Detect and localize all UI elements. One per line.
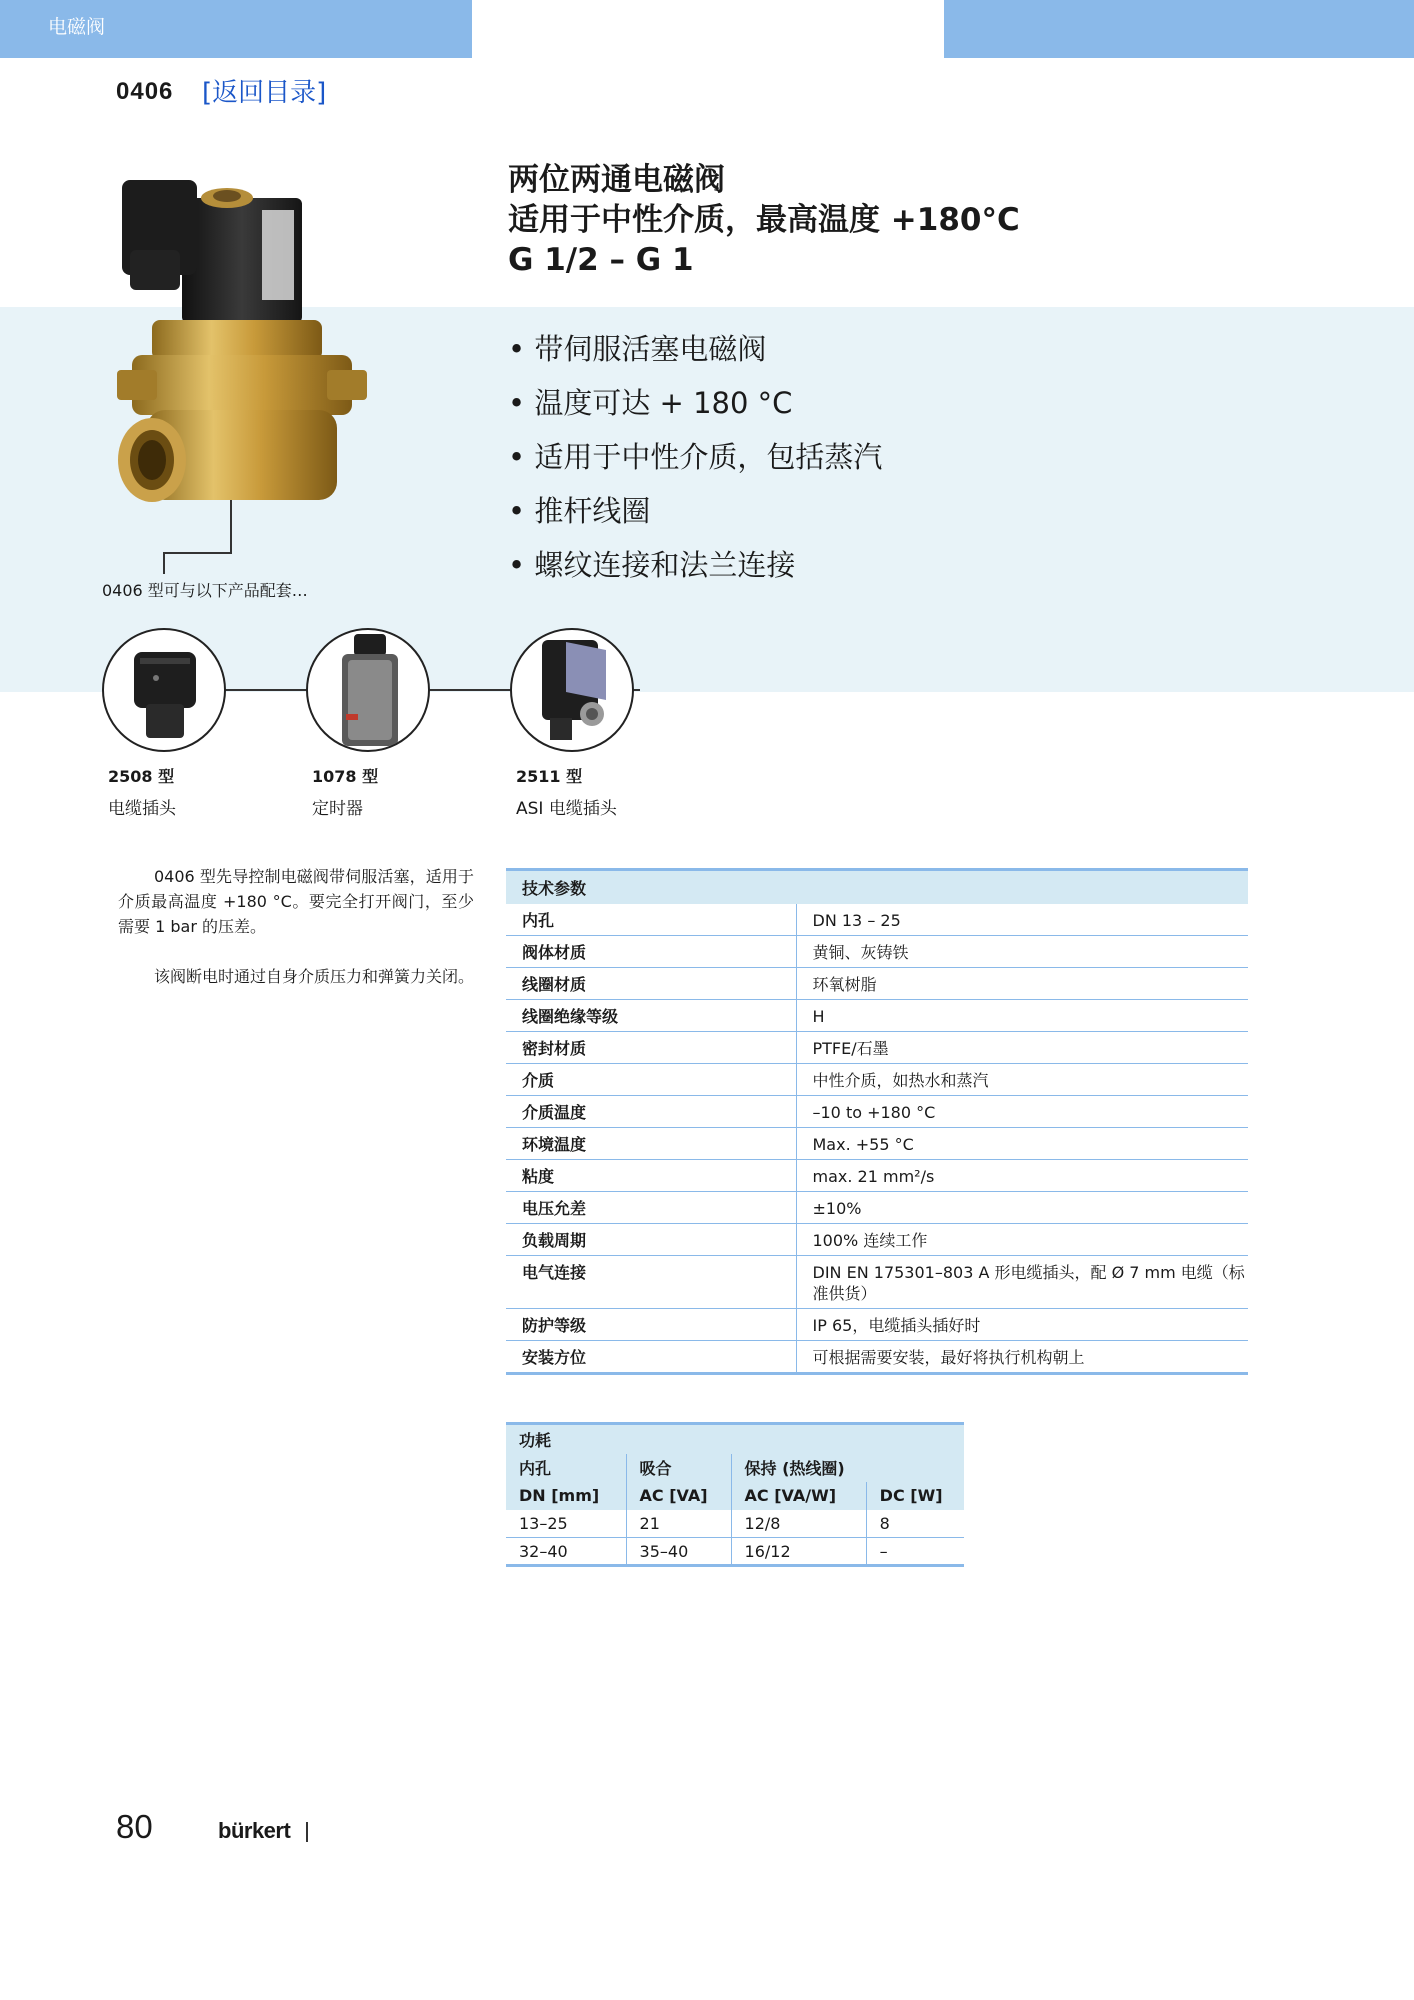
spec-value: DN 13 – 25 xyxy=(796,904,1248,936)
spec-key: 环境温度 xyxy=(506,1127,796,1159)
power-header: 吸合 xyxy=(626,1454,731,1482)
power-cell: – xyxy=(866,1538,964,1566)
spec-value: 中性介质，如热水和蒸汽 xyxy=(796,1063,1248,1095)
table-row xyxy=(506,904,1248,936)
feature-item: • 带伺服活塞电磁阀 xyxy=(508,322,882,376)
description-paragraph: 该阀断电时通过自身介质压力和弹簧力关闭。 xyxy=(154,967,475,986)
description-paragraph: 0406 型先导控制电磁阀带伺服活塞，适用于介质最高温度 +180 °C。要完全打开阀门，至少需要 1 bar 的压差。 xyxy=(118,867,474,936)
spec-key: 介质 xyxy=(506,1063,796,1095)
table-row xyxy=(506,1510,964,1538)
description xyxy=(118,864,474,1014)
spec-key: 电压允差 xyxy=(506,1191,796,1223)
spec-value: Max. +55 °C xyxy=(796,1127,1248,1159)
spec-key: 介质温度 xyxy=(506,1095,796,1127)
power-header: AC [VA/W] xyxy=(731,1482,866,1510)
accessory-model: 1078 型 xyxy=(312,767,379,786)
spec-key: 内孔 xyxy=(506,904,796,936)
spec-value: max. 21 mm²/s xyxy=(796,1159,1248,1191)
table-row xyxy=(506,935,1248,967)
table-row xyxy=(506,1095,1248,1127)
compat-caption: 0406 型可与以下产品配套… xyxy=(102,581,308,600)
spec-key: 粘度 xyxy=(506,1159,796,1191)
table-row xyxy=(506,1308,1248,1340)
section-label: 电磁阀 xyxy=(48,16,106,38)
accessory-model: 2511 型 xyxy=(516,767,583,786)
back-to-toc-link[interactable]: [返回目录] xyxy=(202,78,327,108)
spec-key: 阀体材质 xyxy=(506,935,796,967)
spec-value: 100% 连续工作 xyxy=(796,1223,1248,1255)
spec-value: 环氧树脂 xyxy=(796,967,1248,999)
feature-item: • 适用于中性介质，包括蒸汽 xyxy=(508,430,882,484)
table-row xyxy=(506,967,1248,999)
table-row xyxy=(506,1127,1248,1159)
spec-value: 黄铜、灰铸铁 xyxy=(796,935,1248,967)
valve-photo xyxy=(112,170,372,550)
power-cell: 13–25 xyxy=(506,1510,626,1538)
product-title xyxy=(508,160,1020,280)
spec-value: IP 65，电缆插头插好时 xyxy=(796,1308,1248,1340)
table-row xyxy=(506,1031,1248,1063)
feature-item: • 温度可达 + 180 °C xyxy=(508,376,882,430)
table-row xyxy=(506,1063,1248,1095)
accessory-name: ASI 电缆插头 xyxy=(516,799,617,819)
spec-value: ±10% xyxy=(796,1191,1248,1223)
accessory-2508-image xyxy=(102,628,226,752)
table-row xyxy=(506,1538,964,1566)
callout-line xyxy=(163,552,165,574)
table-row xyxy=(506,999,1248,1031)
spec-value: DIN EN 175301–803 A 形电缆插头，配 Ø 7 mm 电缆（标准供货） xyxy=(796,1255,1248,1308)
spec-key: 线圈绝缘等级 xyxy=(506,999,796,1031)
power-cell: 32–40 xyxy=(506,1538,626,1566)
accessory-name: 电缆插头 xyxy=(108,799,176,819)
power-cell: 21 xyxy=(626,1510,731,1538)
table-row xyxy=(506,1159,1248,1191)
spec-value: H xyxy=(796,999,1248,1031)
title-line: G 1/2 – G 1 xyxy=(508,242,694,278)
title-line: 两位两通电磁阀 xyxy=(508,162,725,198)
power-cell: 16/12 xyxy=(731,1538,866,1566)
table-row xyxy=(506,1191,1248,1223)
power-header: AC [VA] xyxy=(626,1482,731,1510)
power-header: 保持 (热线圈) xyxy=(731,1454,964,1482)
header-bar-right xyxy=(944,0,1414,58)
accessory-model: 2508 型 xyxy=(108,767,175,786)
power-header: 内孔 xyxy=(506,1454,626,1482)
callout-line xyxy=(163,552,232,554)
accessory-name: 定时器 xyxy=(312,799,363,819)
spec-key: 负载周期 xyxy=(506,1223,796,1255)
header-bar-left xyxy=(0,0,472,58)
callout-line xyxy=(230,500,232,552)
feature-item: • 螺纹连接和法兰连接 xyxy=(508,538,882,592)
spec-key: 密封材质 xyxy=(506,1031,796,1063)
power-table xyxy=(506,1422,964,1567)
feature-list xyxy=(508,322,882,592)
power-cell: 8 xyxy=(866,1510,964,1538)
power-table-title: 功耗 xyxy=(506,1424,964,1454)
spec-key: 防护等级 xyxy=(506,1308,796,1340)
spec-key: 电气连接 xyxy=(506,1255,796,1308)
table-row xyxy=(506,1223,1248,1255)
product-code: 0406 xyxy=(116,78,174,105)
spec-value: PTFE/石墨 xyxy=(796,1031,1248,1063)
title-line: 适用于中性介质，最高温度 +180°C xyxy=(508,202,1020,238)
brand-logo: bürkert xyxy=(218,1818,291,1843)
power-header: DN [mm] xyxy=(506,1482,626,1510)
spec-key: 安装方位 xyxy=(506,1340,796,1373)
feature-item: • 推杆线圈 xyxy=(508,484,882,538)
spec-table xyxy=(506,868,1248,1375)
power-header: DC [W] xyxy=(866,1482,964,1510)
table-row xyxy=(506,1255,1248,1308)
power-cell: 35–40 xyxy=(626,1538,731,1566)
page-number: 80 xyxy=(116,1808,153,1845)
spec-key: 线圈材质 xyxy=(506,967,796,999)
table-row xyxy=(506,1340,1248,1373)
spec-value: –10 to +180 °C xyxy=(796,1095,1248,1127)
brand-divider xyxy=(306,1822,308,1842)
spec-value: 可根据需要安装，最好将执行机构朝上 xyxy=(796,1340,1248,1373)
accessory-1078-image xyxy=(306,628,430,752)
power-cell: 12/8 xyxy=(731,1510,866,1538)
accessory-2511-image xyxy=(510,628,634,752)
spec-table-title: 技术参数 xyxy=(506,870,1248,904)
